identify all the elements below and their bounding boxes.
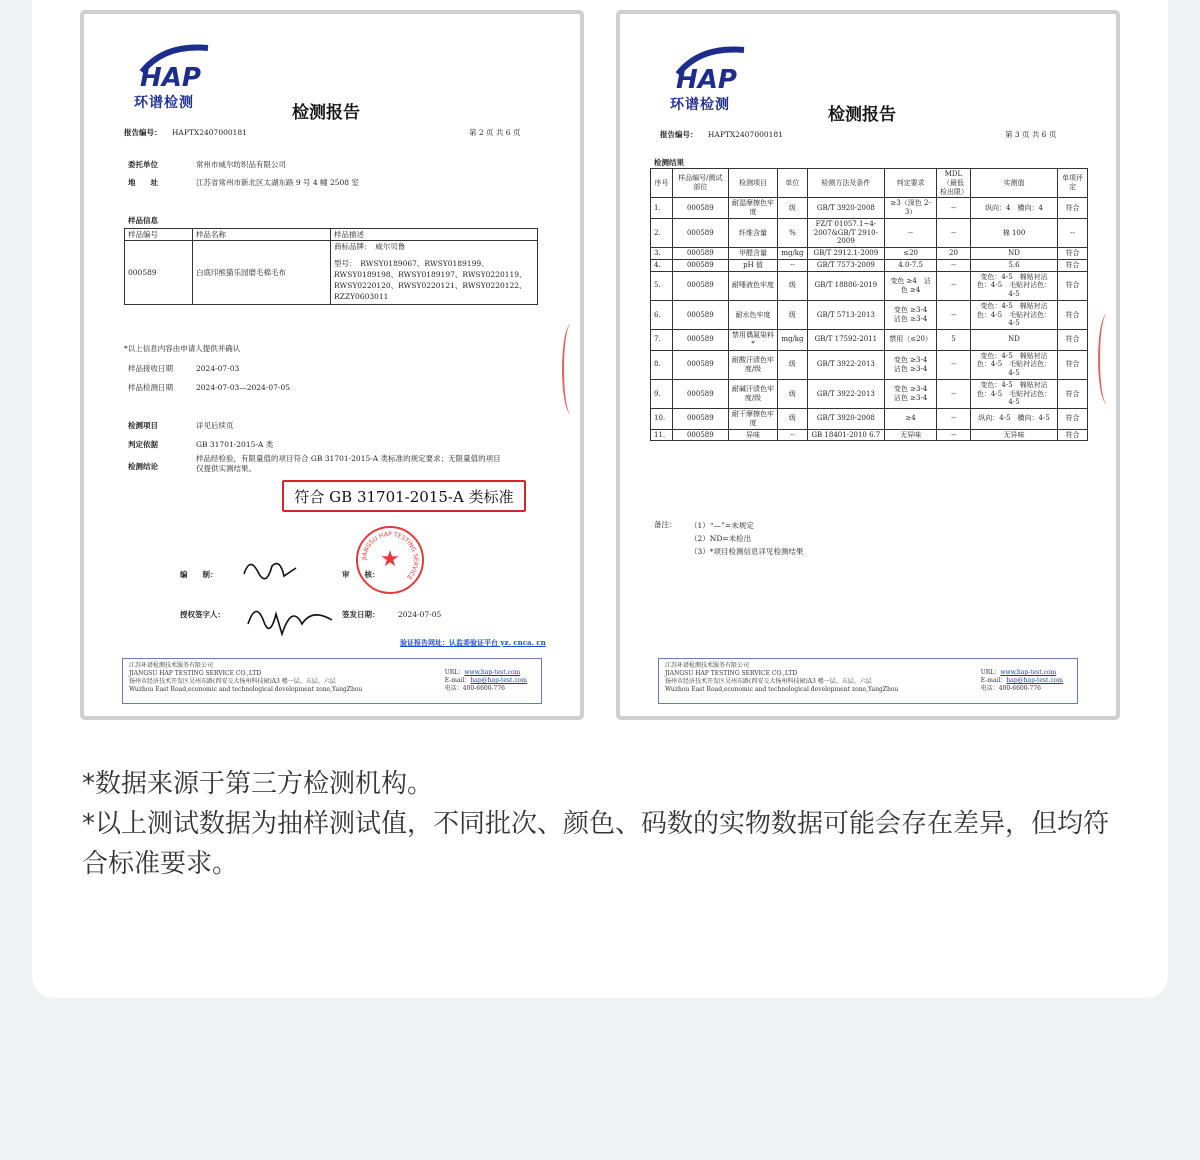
address-label: 地 址 [128, 178, 158, 187]
result-row [651, 379, 1088, 408]
result-cell: ≤20 [885, 248, 937, 260]
col-header: MDL（最低检出限） [937, 169, 971, 198]
footer-cn-name: 江苏环谱检测技术服务有限公司 [129, 662, 214, 669]
result-cell: ND [970, 330, 1057, 351]
issue-date: 2024-07-05 [398, 610, 442, 619]
result-cell: 变色 ≥4 沾色 ≥4 [885, 271, 937, 300]
result-cell: -- [937, 259, 971, 271]
result-cell: 耐酸汗渍色牢度/级 [728, 350, 778, 379]
result-cell: GB/T 18886-2019 [807, 271, 885, 300]
footer-en-name: JIANGSU HAP TESTING SERVICE CO.,LTD [129, 670, 262, 678]
result-cell: GB/T 5713-2013 [807, 300, 885, 329]
result-cell: 级 [778, 379, 807, 408]
footer-company [129, 662, 362, 694]
sample-table-row [125, 241, 538, 304]
result-row [651, 271, 1088, 300]
footer-contact [445, 669, 527, 693]
info-note: *以上信息内容由申请人提供并确认 [124, 344, 241, 353]
result-cell: 3. [651, 248, 673, 260]
basis-label: 判定依据 [128, 440, 158, 449]
results-label: 检测结果 [654, 158, 684, 167]
result-row [651, 248, 1088, 260]
result-cell: 变色：4-5 棉贴衬沾色：4-5 毛贴衬沾色：4-5 [970, 271, 1057, 300]
result-cell: 000589 [672, 429, 728, 441]
result-cell: -- [885, 218, 937, 247]
result-row [651, 198, 1088, 219]
result-cell: 变色 ≥3-4 沾色 ≥3-4 [885, 379, 937, 408]
sample-header-desc: 样品描述 [331, 229, 538, 241]
footer-cn-name: 江苏环谱检测技术服务有限公司 [665, 662, 750, 669]
footer-contact [981, 669, 1063, 693]
hap-logo-icon [670, 44, 750, 94]
sample-info-label: 样品信息 [128, 216, 158, 225]
sample-desc [331, 241, 538, 304]
sample-desc-line: RWSY0220120、RWSY0220121、RWSY0220122、 [334, 281, 527, 290]
verify-link[interactable]: 验证报告网址：认监委验证平台 yz. cnca. cn [400, 638, 546, 647]
footer-url[interactable]: www.hap-test.com [1000, 669, 1057, 676]
result-cell: -- [937, 409, 971, 430]
result-row [651, 429, 1088, 441]
result-cell: -- [937, 300, 971, 329]
result-cell: 符合 [1058, 330, 1088, 351]
result-cell: 20 [937, 248, 971, 260]
col-header: 检测项目 [728, 169, 778, 198]
result-row [651, 218, 1088, 247]
seal-star-icon: ★ [380, 547, 400, 572]
result-cell: 耐碱汗渍色牢度/级 [728, 379, 778, 408]
footer-address-cn: 扬州市经济技术开发区吴州东路(西安交大扬州科技园)A3 楼一层、五层、六层 [129, 678, 336, 686]
result-cell: 000589 [672, 259, 728, 271]
result-cell: 000589 [672, 218, 728, 247]
hap-logo [670, 44, 760, 119]
result-cell: 000589 [672, 409, 728, 430]
footer-mail-label: E-mail： [444, 677, 471, 685]
address-value: 江苏省常州市新北区太湖东路 9 号 4 幢 2508 室 [196, 178, 359, 187]
report-no-row [124, 128, 247, 138]
official-seal [356, 526, 424, 594]
footer-mail[interactable]: hap@hap-test.com [470, 677, 527, 685]
compiled-label: 编 制： [180, 570, 218, 579]
result-cell: GB/T 3922-2013 [807, 350, 885, 379]
received-value: 2024-07-03 [196, 364, 240, 373]
report-footer [122, 658, 542, 704]
remarks-label: 备注： [654, 520, 677, 529]
result-cell: 符合 [1058, 350, 1088, 379]
result-cell: 11. [651, 429, 673, 441]
result-cell: 甲醛含量 [728, 248, 778, 260]
svg-text:HAP: HAP [676, 65, 737, 94]
sample-header-id: 样品编号 [125, 229, 193, 241]
result-cell: 7. [651, 330, 673, 351]
result-cell: GB/T 3920-2008 [807, 198, 885, 219]
footer-url-label: URL： [444, 669, 465, 676]
result-cell: 10. [651, 409, 673, 430]
footer-en-name: JIANGSU HAP TESTING SERVICE CO.,LTD [665, 670, 798, 678]
result-row [651, 259, 1088, 271]
result-cell: mg/kg [778, 330, 807, 351]
svg-text:JIANGSU HAP TESTING SERVICE: JIANGSU HAP TESTING SERVICE [360, 530, 420, 581]
result-cell: 5 [937, 330, 971, 351]
result-cell: 8. [651, 350, 673, 379]
remarks [690, 520, 804, 558]
col-header: 单位 [778, 169, 807, 198]
result-cell: 纤维含量 [728, 218, 778, 247]
items-value: 详见后续页 [196, 421, 234, 430]
results-table [650, 168, 1088, 441]
page-number: 第 2 页 共 6 页 [469, 128, 521, 137]
col-header: 样品编号/测试部位 [672, 169, 728, 198]
reviewed-label: 审 核： [342, 570, 380, 579]
result-cell: 000589 [672, 330, 728, 351]
result-cell: 符合 [1058, 429, 1088, 441]
sample-name: 白底印熊猫乐园磨毛棉毛布 [193, 241, 331, 304]
footer-address-en: Wuzhou East Road,economic and technological development zone,YangZhou [665, 686, 899, 694]
result-cell: 级 [778, 271, 807, 300]
items-label: 检测项目 [128, 421, 158, 430]
footer-company [665, 662, 898, 694]
result-cell: 级 [778, 409, 807, 430]
result-cell: 耐水色牢度 [728, 300, 778, 329]
conclusion-highlight: 符合 GB 31701-2015-A 类标准 [282, 480, 526, 512]
result-cell: 4.0-7.5 [885, 259, 937, 271]
result-cell: 000589 [672, 271, 728, 300]
logo-cn-text: 环谱检测 [670, 97, 730, 113]
result-row [651, 409, 1088, 430]
result-cell: 符合 [1058, 409, 1088, 430]
received-label: 样品接收日期 [128, 364, 173, 373]
report-page-2 [80, 10, 584, 720]
conclusion-line: 仅提供实测结果。 [196, 463, 256, 473]
report-no: HAPTX2407000181 [707, 130, 783, 139]
result-cell: 级 [778, 350, 807, 379]
result-cell: 变色：4-5 棉贴衬沾色：4-5 毛贴衬沾色：4-5 [970, 350, 1057, 379]
report-no-row [660, 130, 783, 140]
result-cell: -- [937, 198, 971, 219]
result-cell: -- [937, 379, 971, 408]
report-title: 检测报告 [292, 103, 360, 123]
result-cell: GB/T 3922-2013 [807, 379, 885, 408]
result-cell: 异味 [728, 429, 778, 441]
conclusion-label: 检测结论 [128, 462, 158, 471]
remark-item: （3）*项目检测信息详见检测结果 [690, 546, 804, 556]
result-cell: -- [778, 429, 807, 441]
disclaimer-notes [82, 764, 1132, 884]
result-row [651, 300, 1088, 329]
report-title: 检测报告 [828, 105, 896, 125]
result-cell: -- [1058, 218, 1088, 247]
result-cell: 棉 100 [970, 218, 1057, 247]
result-cell: 符合 [1058, 271, 1088, 300]
result-cell: 无异味 [970, 429, 1057, 441]
col-header: 检测方法及条件 [807, 169, 885, 198]
result-cell: pH 值 [728, 259, 778, 271]
conclusion-line: 样品经检验，有限量值的项目符合 GB 31701-2015-A 类标准的规定要求；无限量值的项目 [196, 454, 501, 463]
note-line: *数据来源于第三方检测机构。 [82, 769, 434, 799]
result-cell: 5.6 [970, 259, 1057, 271]
result-cell: GB/T 7573-2009 [807, 259, 885, 271]
remark-item: （1）“—”=未规定 [690, 521, 754, 530]
result-cell: FZ/T 01057.1~4-2007&GB/T 2910-2009 [807, 218, 885, 247]
page-edge-seal [1098, 314, 1116, 404]
page-number: 第 3 页 共 6 页 [1005, 130, 1057, 139]
result-cell: ≥4 [885, 409, 937, 430]
footer-mail-label: E-mail： [980, 677, 1007, 685]
result-cell: 000589 [672, 198, 728, 219]
result-cell: 4. [651, 259, 673, 271]
result-cell: 9. [651, 379, 673, 408]
report-no-label: 报告编号： [660, 130, 698, 139]
sample-header-name: 样品名称 [193, 229, 331, 241]
result-cell: 耐干摩擦色牢度 [728, 409, 778, 430]
result-cell: 5. [651, 271, 673, 300]
client-label: 委托单位 [128, 160, 158, 169]
result-cell: 2. [651, 218, 673, 247]
result-cell: GB/T 2912.1-2009 [807, 248, 885, 260]
result-cell: 级 [778, 300, 807, 329]
result-cell: 变色 ≥3-4 沾色 ≥3-4 [885, 300, 937, 329]
conclusion-text [196, 454, 501, 474]
result-cell: 禁用偶氮染料* [728, 330, 778, 351]
result-cell: 6. [651, 300, 673, 329]
result-cell: 000589 [672, 300, 728, 329]
result-cell: -- [937, 271, 971, 300]
result-cell: 变色：4-5 棉贴衬沾色：4-5 毛贴衬沾色：4-5 [970, 300, 1057, 329]
result-cell: GB 18401-2010 6.7 [807, 429, 885, 441]
result-cell: 变色：4-5 棉贴衬沾色：4-5 毛贴衬沾色：4-5 [970, 379, 1057, 408]
col-header: 判定要求 [885, 169, 937, 198]
result-cell: ND [970, 248, 1057, 260]
hap-logo [134, 42, 224, 117]
report-page-3 [616, 10, 1120, 720]
result-cell: 000589 [672, 350, 728, 379]
footer-address-en: Wuzhou East Road,economic and technological development zone,YangZhou [129, 686, 363, 694]
sample-desc-line: RWSY0189198、RWSY0189197、RWSY0220119、 [334, 270, 527, 280]
report-footer [658, 658, 1078, 704]
tested-value: 2024-07-03—2024-07-05 [196, 383, 290, 392]
result-cell: 000589 [672, 248, 728, 260]
footer-tel-label: 电话： [444, 685, 463, 693]
result-cell: 000589 [672, 379, 728, 408]
result-row [651, 330, 1088, 351]
result-cell: GB/T 17592-2011 [807, 330, 885, 351]
result-cell: ≥3（深色 2-3） [885, 198, 937, 219]
remark-item: （2）ND=未检出 [690, 533, 752, 543]
result-cell: 纵向：4 横向：4 [970, 198, 1057, 219]
result-cell: 纵向：4-5 横向：4-5 [970, 409, 1057, 430]
footer-tel: 400-6600-776 [462, 685, 505, 693]
footer-address-cn: 扬州市经济技术开发区吴州东路(西安交大扬州科技园)A3 楼一层、五层、六层 [665, 678, 872, 686]
col-header: 实测值 [970, 169, 1057, 198]
result-cell: 耐唾液色牢度 [728, 271, 778, 300]
result-cell: 符合 [1058, 248, 1088, 260]
result-cell: 级 [778, 198, 807, 219]
result-cell: -- [937, 350, 971, 379]
report-no-label: 报告编号： [124, 128, 162, 137]
result-cell: 耐湿摩擦色牢度 [728, 198, 778, 219]
footer-url[interactable]: www.hap-test.com [464, 669, 521, 676]
client-value: 常州市威尔纺织品有限公司 [196, 160, 286, 169]
result-cell: mg/kg [778, 248, 807, 260]
tested-label: 样品检测日期 [128, 383, 173, 392]
signer-label: 授权签字人： [180, 610, 225, 619]
results-header [651, 169, 1088, 198]
result-cell: 符合 [1058, 198, 1088, 219]
result-cell: -- [937, 218, 971, 247]
sample-desc-line: 型号： RWSY0189067、RWSY0189199、 [334, 259, 489, 269]
result-cell: 禁用（≤20） [885, 330, 937, 351]
result-row [651, 350, 1088, 379]
note-line: *以上测试数据为抽样测试值，不同批次、颜色、码数的实物数据可能会存在差异，但均符合标准要求。 [82, 809, 1110, 879]
svg-text:HAP: HAP [140, 63, 201, 92]
sample-id: 000589 [125, 241, 193, 304]
result-cell: 符合 [1058, 379, 1088, 408]
hap-logo-icon [134, 42, 214, 92]
result-cell: GB/T 3920-2008 [807, 409, 885, 430]
footer-mail[interactable]: hap@hap-test.com [1006, 677, 1063, 685]
result-cell: 符合 [1058, 300, 1088, 329]
sample-table-header [125, 229, 538, 241]
result-cell: 1. [651, 198, 673, 219]
result-cell: % [778, 218, 807, 247]
result-cell: 无异味 [885, 429, 937, 441]
col-header: 序号 [651, 169, 673, 198]
result-cell: 变色 ≥3-4 沾色 ≥3-4 [885, 350, 937, 379]
basis-value: GB 31701-2015-A 类 [196, 440, 274, 449]
report-no: HAPTX2407000181 [171, 128, 247, 137]
issue-date-label: 签发日期： [342, 610, 380, 619]
compiler-signature [240, 554, 300, 584]
sample-table [124, 228, 538, 305]
sample-desc-line: RZZY0603011 [334, 291, 389, 301]
result-cell: 符合 [1058, 259, 1088, 271]
footer-url-label: URL： [980, 669, 1001, 676]
footer-tel-label: 电话： [980, 685, 999, 693]
result-cell: -- [778, 259, 807, 271]
signer-signature [242, 594, 338, 642]
logo-cn-text: 环谱检测 [134, 95, 194, 111]
result-cell: -- [937, 429, 971, 441]
sample-desc-line: 商标品牌： 威尔贝鲁 [334, 242, 406, 252]
footer-tel: 400-6600-776 [998, 685, 1041, 693]
col-header: 单项评定 [1058, 169, 1088, 198]
page-edge-seal [562, 324, 580, 414]
